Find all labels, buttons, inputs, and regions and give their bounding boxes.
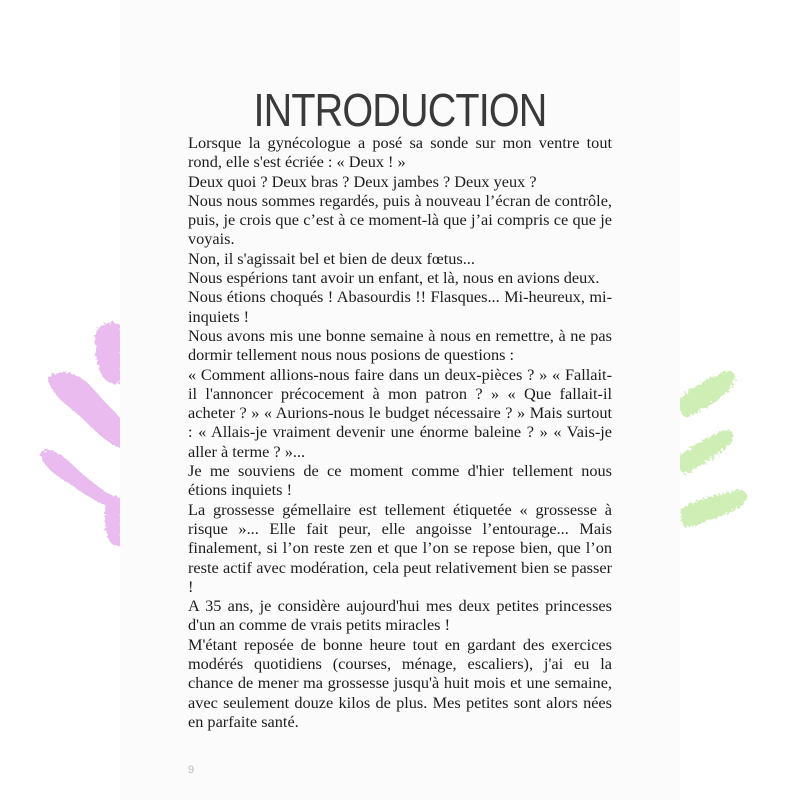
pink-stroke-bottom — [105, 496, 122, 547]
left-brush-decoration — [0, 0, 122, 800]
paragraph: Nous espérions tant avoir un enfant, et là, nous en avions deux. — [188, 268, 600, 288]
paragraph: Lorsque la gynécologue a posé sa sonde sur mon ventre tout rond, elle s'est écriée : « Deux ! » — [188, 133, 612, 172]
page-number: 9 — [188, 764, 195, 776]
pink-stroke-top — [95, 323, 121, 384]
chapter-title: INTRODUCTION — [253, 83, 547, 136]
paragraph: Nous nous sommes regardés, puis à nouveau l’écran de contrôle, puis, je crois que c’est à ce moment-là que j’ai compris ce que je voyais. — [188, 190, 612, 249]
green-stroke-middle — [679, 430, 734, 474]
body-text — [188, 133, 612, 731]
right-brush-decoration — [678, 0, 800, 800]
paragraph: « Comment allions-nous faire dans un deux-pièces ? » « Fallait-il l'annoncer précocement à mon patron ? » « Que fallait-il acheter ? » « Aurions-nous le budget nécessaire ? » Mais surtout : « Allais-je vraiment devenir une énorme baleine ? » « Vais-je aller à terme ? »... — [188, 364, 612, 461]
paragraph: Nous étions choqués ! Abasourdis !! Flasques... Mi-heureux, mi-inquiets ! — [188, 287, 612, 326]
paragraph: Nous avons mis une bonne semaine à nous en remettre, à ne pas dormir tellement nous nous posions de questions : — [188, 325, 612, 365]
green-stroke-lower — [681, 490, 747, 528]
pink-stroke-lower — [40, 450, 112, 506]
paragraph: La grossesse gémellaire est tellement étiquetée « grossesse à risque »... Elle fait peur, elle angoisse l’entourage... Mais finalement, si l’on reste zen et que l’on se repose bien, que l’on reste actif avec modération, cela peut relativement bien se passer ! — [188, 499, 612, 596]
green-stroke-top — [679, 371, 735, 418]
paragraph: Deux quoi ? Deux bras ? Deux jambes ? Deux yeux ? — [188, 171, 537, 191]
paragraph: A 35 ans, je considère aujourd'hui mes deux petites princesses d'un an comme de vrais petits miracles ! — [188, 596, 612, 635]
paragraph: Je me souviens de ce moment comme d'hier tellement nous étions inquiets ! — [188, 461, 612, 500]
book-page — [120, 0, 680, 800]
pink-stroke-middle — [48, 372, 121, 448]
paragraph: M'étant reposée de bonne heure tout en gardant des exercices modérés quotidiens (courses, ménage, escaliers), j'ai eu la chance de mener ma grossesse jusqu'à huit mois et une semaine, avec seulement douze kilos de plus. Mes petites sont alors nées en parfaite santé. — [188, 634, 612, 731]
paragraph: Non, il s'agissait bel et bien de deux fœtus... — [188, 248, 475, 268]
